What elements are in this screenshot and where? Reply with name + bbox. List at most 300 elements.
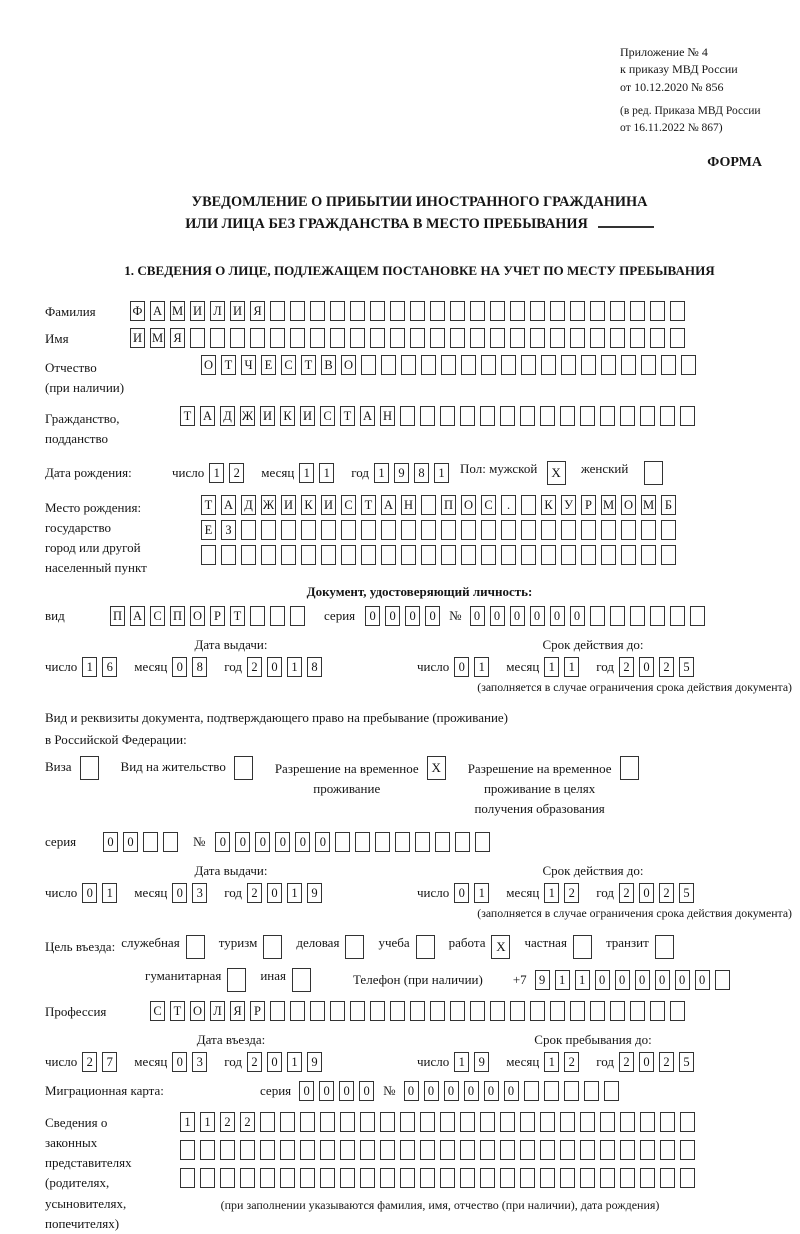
char-cell[interactable]	[350, 1001, 365, 1021]
char-cell[interactable]: 0	[470, 606, 485, 626]
char-cell[interactable]	[620, 1168, 635, 1188]
char-cell[interactable]: В	[321, 355, 336, 375]
char-cell[interactable]	[650, 1001, 665, 1021]
char-cell[interactable]	[670, 606, 685, 626]
char-cell[interactable]: О	[461, 495, 476, 515]
char-cell[interactable]	[480, 1112, 495, 1132]
char-cell[interactable]	[310, 1001, 325, 1021]
char-cell[interactable]: 2	[619, 883, 634, 903]
char-cell[interactable]: 1	[564, 657, 579, 677]
char-cell[interactable]: 1	[200, 1112, 215, 1132]
char-cell[interactable]	[410, 328, 425, 348]
char-cell[interactable]: С	[320, 406, 335, 426]
char-cell[interactable]	[221, 545, 236, 565]
char-cell[interactable]	[460, 1140, 475, 1160]
char-cell[interactable]: 1	[209, 463, 224, 483]
char-cell[interactable]: 1	[319, 463, 334, 483]
char-cell[interactable]: 0	[405, 606, 420, 626]
char-cell[interactable]: 0	[504, 1081, 519, 1101]
char-cell[interactable]	[524, 1081, 539, 1101]
char-cell[interactable]	[560, 406, 575, 426]
char-cell[interactable]	[421, 520, 436, 540]
char-cell[interactable]: 0	[267, 883, 282, 903]
char-cell[interactable]	[361, 545, 376, 565]
char-cell[interactable]	[681, 355, 696, 375]
char-cell[interactable]	[544, 1081, 559, 1101]
char-cell[interactable]: 0	[675, 970, 690, 990]
char-cell[interactable]	[600, 1140, 615, 1160]
char-cell[interactable]: 1	[299, 463, 314, 483]
char-cell[interactable]	[330, 328, 345, 348]
char-cell[interactable]	[660, 1168, 675, 1188]
char-cell[interactable]	[584, 1081, 599, 1101]
char-cell[interactable]	[341, 520, 356, 540]
char-cell[interactable]	[660, 406, 675, 426]
char-cell[interactable]: Л	[210, 1001, 225, 1021]
char-cell[interactable]	[320, 1140, 335, 1160]
char-cell[interactable]	[441, 545, 456, 565]
char-cell[interactable]	[400, 1112, 415, 1132]
char-cell[interactable]: И	[230, 301, 245, 321]
char-cell[interactable]: Т	[340, 406, 355, 426]
char-cell[interactable]	[530, 301, 545, 321]
char-cell[interactable]	[320, 1112, 335, 1132]
char-cell[interactable]	[340, 1112, 355, 1132]
char-cell[interactable]: О	[341, 355, 356, 375]
purpose-other-checkbox[interactable]	[292, 968, 311, 992]
char-cell[interactable]	[430, 328, 445, 348]
char-cell[interactable]	[490, 328, 505, 348]
char-cell[interactable]	[541, 355, 556, 375]
char-cell[interactable]	[450, 1001, 465, 1021]
char-cell[interactable]	[561, 355, 576, 375]
char-cell[interactable]	[400, 406, 415, 426]
char-cell[interactable]: Ж	[261, 495, 276, 515]
char-cell[interactable]: 1	[287, 883, 302, 903]
char-cell[interactable]	[401, 520, 416, 540]
char-cell[interactable]: 0	[695, 970, 710, 990]
char-cell[interactable]: 2	[247, 657, 262, 677]
char-cell[interactable]	[550, 301, 565, 321]
char-cell[interactable]: О	[201, 355, 216, 375]
char-cell[interactable]: 2	[247, 1052, 262, 1072]
char-cell[interactable]: И	[130, 328, 145, 348]
char-cell[interactable]	[410, 1001, 425, 1021]
char-cell[interactable]	[270, 1001, 285, 1021]
char-cell[interactable]	[250, 606, 265, 626]
char-cell[interactable]: 1	[287, 1052, 302, 1072]
char-cell[interactable]	[500, 1168, 515, 1188]
char-cell[interactable]: 9	[474, 1052, 489, 1072]
char-cell[interactable]: М	[601, 495, 616, 515]
char-cell[interactable]	[620, 406, 635, 426]
char-cell[interactable]	[401, 355, 416, 375]
char-cell[interactable]: 0	[444, 1081, 459, 1101]
char-cell[interactable]	[630, 328, 645, 348]
char-cell[interactable]	[441, 520, 456, 540]
char-cell[interactable]	[564, 1081, 579, 1101]
char-cell[interactable]: 0	[570, 606, 585, 626]
char-cell[interactable]: 0	[530, 606, 545, 626]
char-cell[interactable]	[300, 1112, 315, 1132]
char-cell[interactable]	[520, 1168, 535, 1188]
char-cell[interactable]	[521, 520, 536, 540]
char-cell[interactable]	[450, 301, 465, 321]
char-cell[interactable]	[381, 355, 396, 375]
char-cell[interactable]	[540, 1140, 555, 1160]
char-cell[interactable]	[680, 1140, 695, 1160]
char-cell[interactable]	[510, 328, 525, 348]
char-cell[interactable]	[340, 1140, 355, 1160]
char-cell[interactable]	[530, 328, 545, 348]
char-cell[interactable]: 8	[192, 657, 207, 677]
char-cell[interactable]	[440, 1168, 455, 1188]
char-cell[interactable]	[661, 545, 676, 565]
char-cell[interactable]	[355, 832, 370, 852]
char-cell[interactable]: Н	[401, 495, 416, 515]
char-cell[interactable]	[480, 406, 495, 426]
char-cell[interactable]: 0	[255, 832, 270, 852]
char-cell[interactable]: О	[190, 606, 205, 626]
char-cell[interactable]	[630, 606, 645, 626]
char-cell[interactable]: 1	[474, 883, 489, 903]
char-cell[interactable]	[440, 406, 455, 426]
char-cell[interactable]: А	[130, 606, 145, 626]
char-cell[interactable]	[461, 545, 476, 565]
char-cell[interactable]	[501, 520, 516, 540]
char-cell[interactable]: М	[150, 328, 165, 348]
char-cell[interactable]	[340, 1168, 355, 1188]
purpose-business-checkbox[interactable]	[345, 935, 364, 959]
char-cell[interactable]: 0	[215, 832, 230, 852]
char-cell[interactable]	[470, 1001, 485, 1021]
char-cell[interactable]	[520, 1112, 535, 1132]
char-cell[interactable]	[590, 606, 605, 626]
char-cell[interactable]: 2	[240, 1112, 255, 1132]
char-cell[interactable]: 0	[404, 1081, 419, 1101]
char-cell[interactable]	[481, 520, 496, 540]
char-cell[interactable]: М	[641, 495, 656, 515]
char-cell[interactable]	[660, 1140, 675, 1160]
char-cell[interactable]: 1	[287, 657, 302, 677]
char-cell[interactable]: У	[561, 495, 576, 515]
char-cell[interactable]	[395, 832, 410, 852]
char-cell[interactable]: Е	[261, 355, 276, 375]
char-cell[interactable]	[455, 832, 470, 852]
char-cell[interactable]	[561, 520, 576, 540]
char-cell[interactable]	[650, 301, 665, 321]
char-cell[interactable]	[280, 1112, 295, 1132]
char-cell[interactable]	[375, 832, 390, 852]
char-cell[interactable]: Р	[581, 495, 596, 515]
char-cell[interactable]: 9	[307, 883, 322, 903]
char-cell[interactable]	[601, 355, 616, 375]
char-cell[interactable]: 0	[490, 606, 505, 626]
char-cell[interactable]	[500, 1140, 515, 1160]
char-cell[interactable]	[350, 301, 365, 321]
char-cell[interactable]	[381, 520, 396, 540]
char-cell[interactable]	[281, 545, 296, 565]
char-cell[interactable]	[670, 301, 685, 321]
char-cell[interactable]: С	[341, 495, 356, 515]
char-cell[interactable]: 0	[639, 657, 654, 677]
char-cell[interactable]: 2	[564, 883, 579, 903]
char-cell[interactable]	[521, 495, 536, 515]
char-cell[interactable]: 1	[374, 463, 389, 483]
char-cell[interactable]: К	[301, 495, 316, 515]
char-cell[interactable]	[241, 520, 256, 540]
char-cell[interactable]: 7	[102, 1052, 117, 1072]
char-cell[interactable]: 0	[464, 1081, 479, 1101]
char-cell[interactable]	[480, 1168, 495, 1188]
char-cell[interactable]: Т	[221, 355, 236, 375]
char-cell[interactable]: Р	[250, 1001, 265, 1021]
char-cell[interactable]: Е	[201, 520, 216, 540]
char-cell[interactable]: Б	[661, 495, 676, 515]
char-cell[interactable]	[630, 1001, 645, 1021]
char-cell[interactable]	[421, 355, 436, 375]
char-cell[interactable]: 0	[454, 883, 469, 903]
char-cell[interactable]: 9	[535, 970, 550, 990]
char-cell[interactable]	[200, 1140, 215, 1160]
char-cell[interactable]: 8	[307, 657, 322, 677]
char-cell[interactable]	[201, 545, 216, 565]
char-cell[interactable]	[310, 328, 325, 348]
char-cell[interactable]: 2	[659, 883, 674, 903]
char-cell[interactable]: 8	[414, 463, 429, 483]
char-cell[interactable]: 1	[555, 970, 570, 990]
char-cell[interactable]	[210, 328, 225, 348]
char-cell[interactable]: Ф	[130, 301, 145, 321]
char-cell[interactable]	[490, 1001, 505, 1021]
char-cell[interactable]	[461, 520, 476, 540]
char-cell[interactable]: 0	[484, 1081, 499, 1101]
char-cell[interactable]: 0	[123, 832, 138, 852]
char-cell[interactable]	[290, 328, 305, 348]
char-cell[interactable]	[430, 1001, 445, 1021]
char-cell[interactable]: М	[170, 301, 185, 321]
char-cell[interactable]: О	[190, 1001, 205, 1021]
char-cell[interactable]: 0	[315, 832, 330, 852]
option-temp-residence-education-checkbox[interactable]	[620, 756, 639, 780]
char-cell[interactable]	[321, 520, 336, 540]
char-cell[interactable]	[661, 520, 676, 540]
char-cell[interactable]: 1	[180, 1112, 195, 1132]
char-cell[interactable]	[240, 1168, 255, 1188]
char-cell[interactable]: А	[200, 406, 215, 426]
char-cell[interactable]: 5	[679, 1052, 694, 1072]
char-cell[interactable]: 0	[635, 970, 650, 990]
char-cell[interactable]	[341, 545, 356, 565]
char-cell[interactable]	[300, 1168, 315, 1188]
char-cell[interactable]: Ж	[240, 406, 255, 426]
char-cell[interactable]: 0	[275, 832, 290, 852]
char-cell[interactable]	[250, 328, 265, 348]
char-cell[interactable]	[660, 1112, 675, 1132]
char-cell[interactable]	[520, 1140, 535, 1160]
char-cell[interactable]	[261, 520, 276, 540]
char-cell[interactable]	[601, 520, 616, 540]
char-cell[interactable]: 0	[595, 970, 610, 990]
char-cell[interactable]	[500, 1112, 515, 1132]
char-cell[interactable]: И	[190, 301, 205, 321]
char-cell[interactable]	[450, 328, 465, 348]
char-cell[interactable]	[360, 1140, 375, 1160]
char-cell[interactable]	[290, 301, 305, 321]
char-cell[interactable]	[541, 545, 556, 565]
char-cell[interactable]: Л	[210, 301, 225, 321]
char-cell[interactable]: 1	[454, 1052, 469, 1072]
char-cell[interactable]	[421, 545, 436, 565]
char-cell[interactable]	[430, 301, 445, 321]
purpose-work-checkbox[interactable]: X	[491, 935, 510, 959]
char-cell[interactable]	[401, 545, 416, 565]
char-cell[interactable]	[581, 545, 596, 565]
char-cell[interactable]	[641, 355, 656, 375]
char-cell[interactable]: Т	[170, 1001, 185, 1021]
char-cell[interactable]	[280, 1140, 295, 1160]
char-cell[interactable]: 2	[659, 1052, 674, 1072]
char-cell[interactable]	[570, 1001, 585, 1021]
char-cell[interactable]	[610, 606, 625, 626]
char-cell[interactable]	[370, 301, 385, 321]
char-cell[interactable]: 2	[82, 1052, 97, 1072]
char-cell[interactable]	[220, 1168, 235, 1188]
char-cell[interactable]	[470, 328, 485, 348]
char-cell[interactable]: 5	[679, 657, 694, 677]
char-cell[interactable]: А	[360, 406, 375, 426]
char-cell[interactable]	[300, 1140, 315, 1160]
char-cell[interactable]	[670, 1001, 685, 1021]
char-cell[interactable]: 0	[365, 606, 380, 626]
char-cell[interactable]	[200, 1168, 215, 1188]
char-cell[interactable]	[590, 301, 605, 321]
char-cell[interactable]	[590, 328, 605, 348]
char-cell[interactable]	[610, 301, 625, 321]
char-cell[interactable]	[370, 328, 385, 348]
char-cell[interactable]	[180, 1140, 195, 1160]
char-cell[interactable]	[350, 328, 365, 348]
purpose-tourism-checkbox[interactable]	[263, 935, 282, 959]
char-cell[interactable]	[570, 328, 585, 348]
char-cell[interactable]: 2	[220, 1112, 235, 1132]
char-cell[interactable]	[381, 545, 396, 565]
char-cell[interactable]	[650, 606, 665, 626]
char-cell[interactable]: 2	[619, 657, 634, 677]
char-cell[interactable]	[490, 301, 505, 321]
char-cell[interactable]	[360, 1168, 375, 1188]
char-cell[interactable]	[715, 970, 730, 990]
char-cell[interactable]	[550, 328, 565, 348]
char-cell[interactable]: Д	[220, 406, 235, 426]
char-cell[interactable]: И	[281, 495, 296, 515]
char-cell[interactable]	[550, 1001, 565, 1021]
char-cell[interactable]	[540, 1112, 555, 1132]
char-cell[interactable]	[410, 301, 425, 321]
char-cell[interactable]: К	[280, 406, 295, 426]
char-cell[interactable]: 2	[564, 1052, 579, 1072]
char-cell[interactable]	[420, 1168, 435, 1188]
char-cell[interactable]	[415, 832, 430, 852]
char-cell[interactable]: 1	[102, 883, 117, 903]
char-cell[interactable]	[360, 1112, 375, 1132]
char-cell[interactable]	[650, 328, 665, 348]
char-cell[interactable]	[475, 832, 490, 852]
char-cell[interactable]	[301, 520, 316, 540]
purpose-humanitarian-checkbox[interactable]	[227, 968, 246, 992]
char-cell[interactable]	[501, 355, 516, 375]
char-cell[interactable]	[301, 545, 316, 565]
char-cell[interactable]	[421, 495, 436, 515]
char-cell[interactable]: П	[170, 606, 185, 626]
char-cell[interactable]	[690, 606, 705, 626]
char-cell[interactable]	[620, 1112, 635, 1132]
char-cell[interactable]: 1	[434, 463, 449, 483]
char-cell[interactable]	[390, 301, 405, 321]
char-cell[interactable]	[621, 355, 636, 375]
char-cell[interactable]: 0	[385, 606, 400, 626]
char-cell[interactable]	[310, 301, 325, 321]
char-cell[interactable]	[370, 1001, 385, 1021]
char-cell[interactable]: 0	[82, 883, 97, 903]
char-cell[interactable]	[480, 1140, 495, 1160]
char-cell[interactable]	[561, 545, 576, 565]
char-cell[interactable]	[520, 406, 535, 426]
char-cell[interactable]: 0	[172, 883, 187, 903]
char-cell[interactable]	[601, 545, 616, 565]
char-cell[interactable]	[320, 1168, 335, 1188]
option-visa-checkbox[interactable]	[80, 756, 99, 780]
char-cell[interactable]	[390, 1001, 405, 1021]
char-cell[interactable]	[530, 1001, 545, 1021]
char-cell[interactable]	[560, 1168, 575, 1188]
char-cell[interactable]	[260, 1112, 275, 1132]
char-cell[interactable]	[260, 1140, 275, 1160]
char-cell[interactable]: 3	[192, 1052, 207, 1072]
char-cell[interactable]: С	[281, 355, 296, 375]
char-cell[interactable]	[580, 406, 595, 426]
char-cell[interactable]: К	[541, 495, 556, 515]
char-cell[interactable]	[441, 355, 456, 375]
char-cell[interactable]: 2	[247, 883, 262, 903]
char-cell[interactable]: 0	[510, 606, 525, 626]
char-cell[interactable]: 0	[339, 1081, 354, 1101]
char-cell[interactable]	[541, 520, 556, 540]
char-cell[interactable]: 1	[474, 657, 489, 677]
purpose-study-checkbox[interactable]	[416, 935, 435, 959]
char-cell[interactable]	[380, 1140, 395, 1160]
char-cell[interactable]	[270, 301, 285, 321]
char-cell[interactable]	[460, 406, 475, 426]
char-cell[interactable]	[580, 1140, 595, 1160]
char-cell[interactable]: 2	[229, 463, 244, 483]
char-cell[interactable]	[600, 1112, 615, 1132]
char-cell[interactable]	[560, 1140, 575, 1160]
char-cell[interactable]: 6	[102, 657, 117, 677]
char-cell[interactable]: Т	[180, 406, 195, 426]
char-cell[interactable]: 9	[307, 1052, 322, 1072]
char-cell[interactable]	[640, 1168, 655, 1188]
char-cell[interactable]	[680, 1168, 695, 1188]
char-cell[interactable]	[600, 1168, 615, 1188]
char-cell[interactable]	[670, 328, 685, 348]
char-cell[interactable]: 0	[235, 832, 250, 852]
char-cell[interactable]	[510, 1001, 525, 1021]
char-cell[interactable]	[521, 545, 536, 565]
char-cell[interactable]: 2	[619, 1052, 634, 1072]
char-cell[interactable]	[440, 1112, 455, 1132]
char-cell[interactable]: 0	[424, 1081, 439, 1101]
